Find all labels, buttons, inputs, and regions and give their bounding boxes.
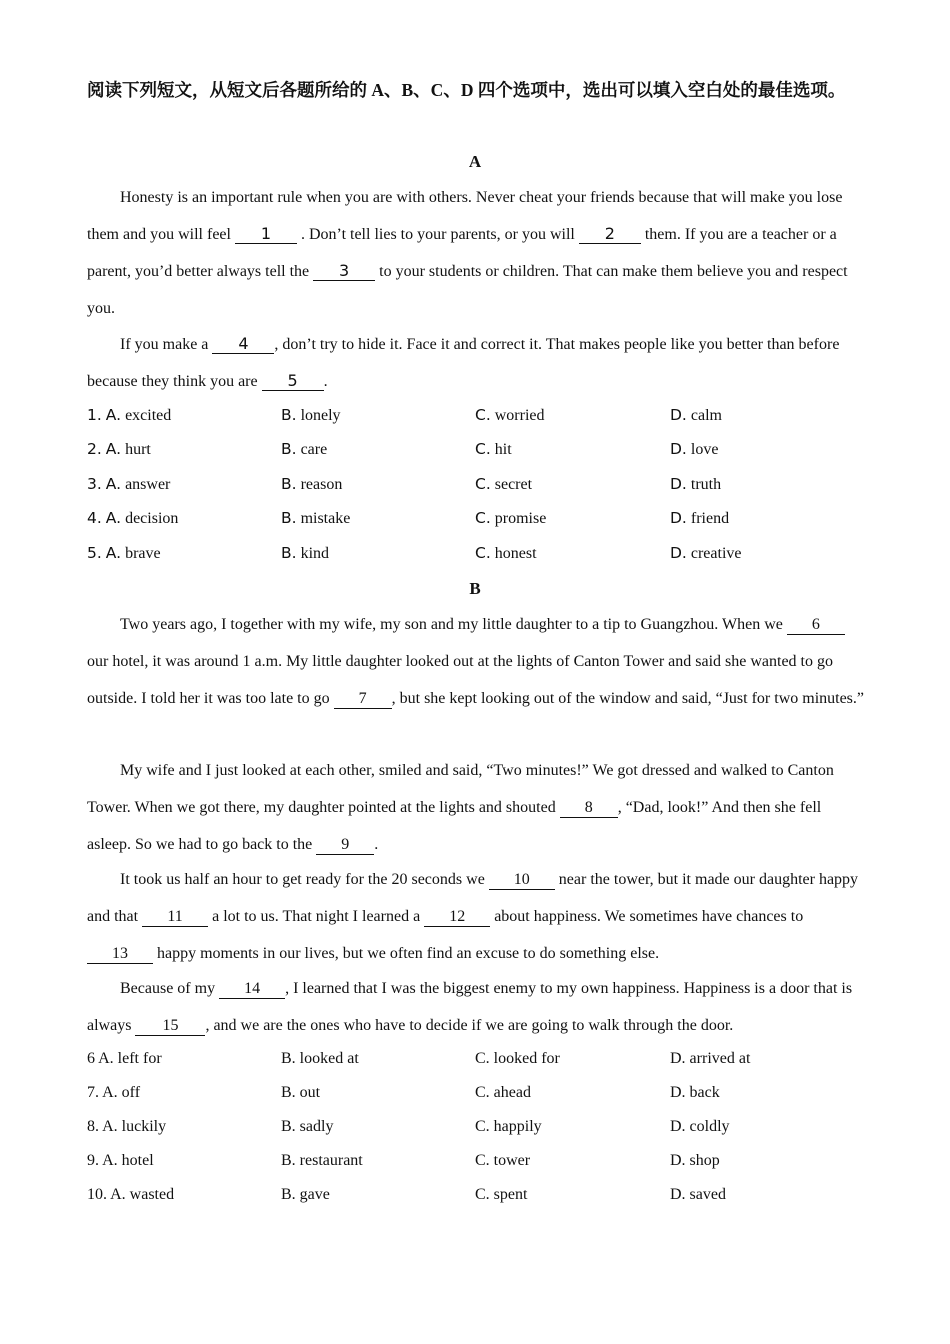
blank-14[interactable]: 14 [219, 979, 285, 999]
blank-4[interactable]: 4 [212, 334, 274, 354]
option-8c[interactable]: C. happily [475, 1118, 542, 1135]
option-1c[interactable]: C. worried [475, 406, 545, 424]
blank-3[interactable]: 3 [313, 261, 375, 281]
option-2b[interactable]: B. care [281, 440, 328, 458]
option-6d[interactable]: D. arrived at [670, 1050, 751, 1067]
option-3c[interactable]: C. secret [475, 475, 533, 493]
blank-10[interactable]: 10 [489, 870, 555, 890]
question-row-5 [87, 544, 887, 568]
option-5c[interactable]: C. honest [475, 544, 537, 562]
option-7c[interactable]: C. ahead [475, 1084, 531, 1101]
passage-b-paragraph-4: Because of my 14 , I learned that I was the biggest enemy to my own happiness. Happiness is a door that is always 15 , and we are the ones who have to decide if we are going to walk through the door. [87, 980, 853, 1034]
option-8b[interactable]: B. sadly [281, 1118, 334, 1135]
option-6c[interactable]: C. looked for [475, 1050, 560, 1067]
option-3a[interactable]: 3. A. answer [87, 475, 171, 493]
instruction-text: 阅读下列短文，从短文后各题所给的 A、B、C、D 四个选项中，选出可以填入空白处的最佳选项。 [87, 80, 846, 100]
blank-7[interactable]: 7 [334, 689, 392, 709]
option-7b[interactable]: B. out [281, 1084, 321, 1101]
option-5a[interactable]: 5. A. brave [87, 544, 161, 562]
option-6a[interactable]: 6 A. left for [87, 1050, 162, 1067]
option-8d[interactable]: D. coldly [670, 1118, 730, 1135]
option-2d[interactable]: D. love [670, 440, 719, 458]
option-10c[interactable]: C. spent [475, 1186, 528, 1203]
question-row-10 [87, 1186, 887, 1210]
option-8a[interactable]: 8. A. luckily [87, 1118, 167, 1135]
option-3d[interactable]: D. truth [670, 475, 722, 493]
option-9a[interactable]: 9. A. hotel [87, 1152, 154, 1169]
option-6b[interactable]: B. looked at [281, 1050, 359, 1067]
option-1b[interactable]: B. lonely [281, 406, 341, 424]
option-4d[interactable]: D. friend [670, 509, 730, 527]
question-row-4 [87, 509, 887, 533]
question-row-1 [87, 406, 887, 430]
option-7a[interactable]: 7. A. off [87, 1084, 141, 1101]
section-a-title: A [468, 152, 482, 171]
blank-15[interactable]: 15 [135, 1016, 205, 1036]
option-10a[interactable]: 10. A. wasted [87, 1186, 175, 1203]
option-1d[interactable]: D. calm [670, 406, 722, 424]
blank-13[interactable]: 13 [87, 944, 153, 964]
question-row-9 [87, 1152, 887, 1176]
option-7d[interactable]: D. back [670, 1084, 720, 1101]
question-row-2 [87, 440, 887, 464]
option-10b[interactable]: B. gave [281, 1186, 330, 1203]
passage-b-paragraph-3: It took us half an hour to get ready for the 20 seconds we 10 near the tower, but it made our daughter happy and that 11 a lot to us. That night I learned a 12 about happiness. We sometimes have chances to 13 happy moments in our lives, but we often find an excuse to do something else. [87, 871, 859, 962]
option-5b[interactable]: B. kind [281, 544, 330, 562]
option-9d[interactable]: D. shop [670, 1152, 720, 1169]
option-2c[interactable]: C. hit [475, 440, 512, 458]
option-4b[interactable]: B. mistake [281, 509, 351, 527]
blank-5[interactable]: 5 [262, 371, 324, 391]
section-b-title: B [469, 579, 481, 598]
option-9b[interactable]: B. restaurant [281, 1152, 363, 1169]
option-4c[interactable]: C. promise [475, 509, 547, 527]
option-5d[interactable]: D. creative [670, 544, 742, 562]
blank-6[interactable]: 6 [787, 615, 845, 635]
blank-9[interactable]: 9 [316, 835, 374, 855]
blank-1[interactable]: 1 [235, 224, 297, 244]
passage-a-paragraph-2: If you make a 4 , don’t try to hide it. Face it and correct it. That makes people like you better than before because they think you are 5 . [87, 334, 840, 390]
option-1a[interactable]: 1. A. excited [87, 406, 172, 424]
question-row-8 [87, 1118, 887, 1142]
option-4a[interactable]: 4. A. decision [87, 509, 179, 527]
blank-11[interactable]: 11 [142, 907, 208, 927]
passage-a-paragraph-1: Honesty is an important rule when you are with others. Never cheat your friends because that will make you lose them and you will feel 1 . Don’t tell lies to your parents, or you will 2 them. If you are a teacher or a parent, you’d better always tell the 3 to your students or children. That can make them believe you and respect you. [87, 189, 848, 317]
blank-12[interactable]: 12 [424, 907, 490, 927]
blank-8[interactable]: 8 [560, 798, 618, 818]
option-9c[interactable]: C. tower [475, 1152, 531, 1169]
question-row-3 [87, 475, 887, 499]
question-row-6 [87, 1050, 887, 1074]
passage-b-paragraph-2: My wife and I just looked at each other, smiled and said, “Two minutes!” We got dressed and walked to Canton Tower. When we got there, my daughter pointed at the lights and shouted 8 , “Dad, look!” And then she fell asleep. So we had to go back to the 9 . [87, 762, 834, 853]
passage-b-paragraph-1: Two years ago, I together with my wife, my son and my little daughter to a tip to Guangzhou. When we 6 our hotel, it was around 1 a.m. My little daughter looked out at the lights of Canton Tower and said she wanted to go outside. I told her it was too late to go 7 , but she kept looking out of the window and said, “Just for two minutes.” [87, 616, 865, 707]
blank-2[interactable]: 2 [579, 224, 641, 244]
option-10d[interactable]: D. saved [670, 1186, 726, 1203]
option-2a[interactable]: 2. A. hurt [87, 440, 151, 458]
option-3b[interactable]: B. reason [281, 475, 343, 493]
question-row-7 [87, 1084, 887, 1108]
